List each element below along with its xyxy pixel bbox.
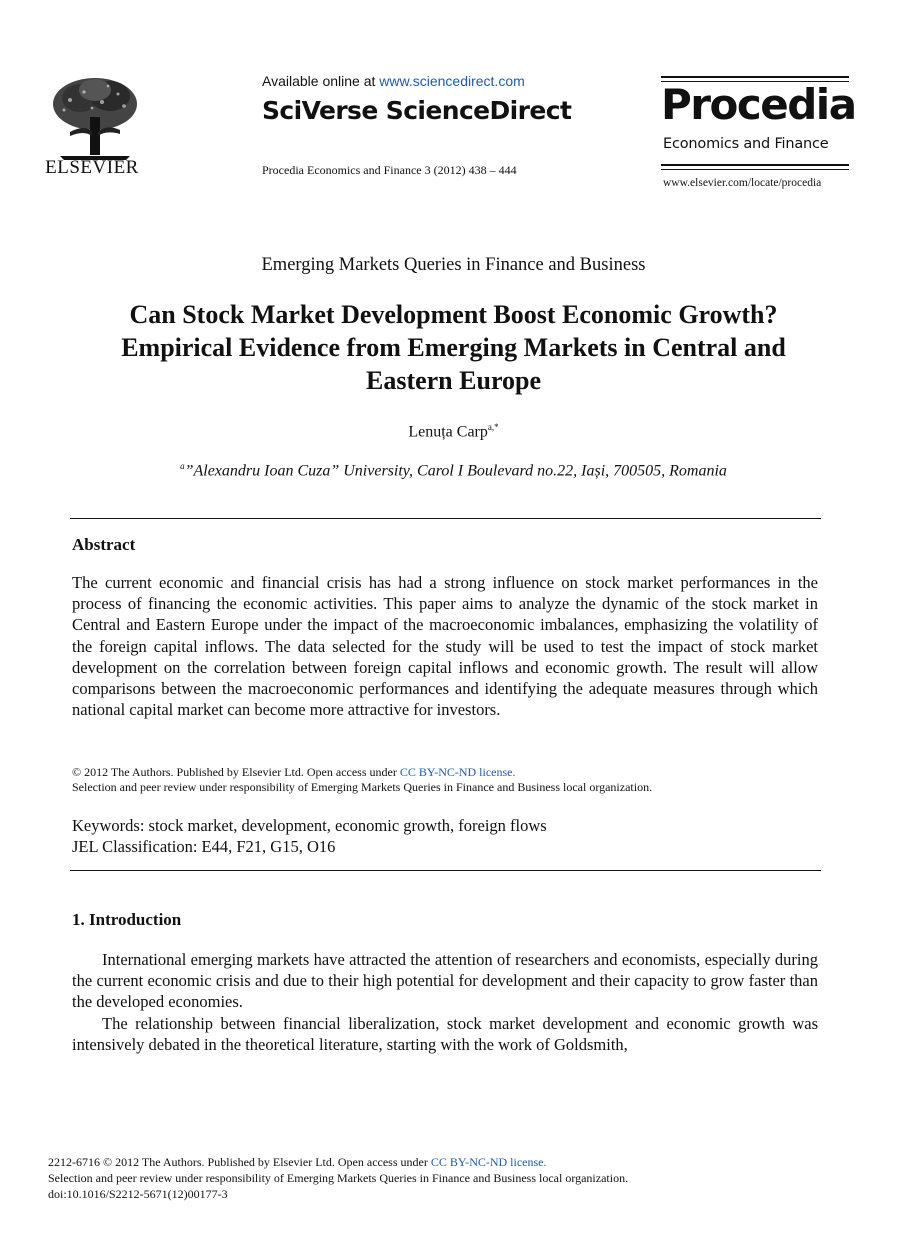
elsevier-wordmark: ELSEVIER <box>45 157 139 178</box>
author-marks: a,* <box>487 422 499 432</box>
paper-title <box>60 298 847 397</box>
license-link[interactable]: CC BY-NC-ND license. <box>399 765 516 779</box>
copyright-text: © 2012 The Authors. Published by Elsevier Ltd. Open access under <box>72 765 397 779</box>
procedia-bottom-rule <box>661 164 849 166</box>
procedia-url[interactable]: www.elsevier.com/locate/procedia <box>663 177 822 189</box>
procedia-bottom-rule-thin <box>661 169 849 170</box>
title-line-2: Empirical Evidence from Emerging Markets in Central and <box>121 333 786 362</box>
procedia-subtitle: Economics and Finance <box>663 136 829 152</box>
sciverse-logo: SciVerse ScienceDirect <box>262 96 572 125</box>
author-name: Lenuța Carp <box>408 423 488 441</box>
title-line-1: Can Stock Market Development Boost Economic Growth? <box>129 300 778 329</box>
paragraph: International emerging markets have attracted the attention of researchers and economists, especially during the current economic crisis and due to their high potential for development and their capacity to grow faster than the developed economies. <box>72 950 818 1012</box>
footer-peer-review: Selection and peer review under responsibility of Emerging Markets Queries in Finance and Business local organization. <box>48 1171 629 1185</box>
peer-review-note: Selection and peer review under responsibility of Emerging Markets Queries in Finance and Business local organization. <box>72 780 653 794</box>
keywords-block <box>72 815 547 857</box>
section-heading-introduction: 1. Introduction <box>72 910 182 929</box>
affiliation-mark: a <box>180 461 185 471</box>
jel-classification: JEL Classification: E44, F21, G15, O16 <box>72 837 336 856</box>
available-prefix: Available online at <box>262 73 376 89</box>
title-line-3: Eastern Europe <box>365 366 542 395</box>
procedia-top-rule <box>661 76 849 78</box>
footer-doi[interactable]: doi:10.1016/S2212-5671(12)00177-3 <box>48 1187 228 1201</box>
available-online <box>262 73 525 89</box>
sciencedirect-link[interactable]: www.sciencedirect.com <box>379 73 525 89</box>
footer-copyright-text: 2212-6716 © 2012 The Authors. Published by Elsevier Ltd. Open access under <box>48 1155 428 1169</box>
footer-license-link[interactable]: CC BY-NC-ND license. <box>430 1155 547 1169</box>
author <box>0 422 907 441</box>
procedia-logo: Procedia <box>661 80 856 129</box>
copyright-line <box>72 764 516 780</box>
abstract-text: The current economic and financial crisis has had a strong influence on stock market performances in the process of financing the economic activities. This paper aims to analyze the dynamic of the stock market in Central and Eastern Europe under the impact of the macroeconomic imbalances, emphasizing the volatility of the foreign capital inflows. The data selected for the study will be used to test the impact of stock market development on the correlation between foreign capital inflows and economic growth. The result will allow comparisons between the macroeconomic performances and identifying the adequate measures through which national capital market can become more attractive for investors. <box>72 573 818 720</box>
divider-top <box>70 518 821 519</box>
conference-name: Emerging Markets Queries in Finance and Business <box>261 255 646 275</box>
affiliation <box>40 461 867 480</box>
affiliation-text: ”Alexandru Ioan Cuza” University, Carol I Boulevard no.22, Iași, 700505, Romania <box>184 462 727 480</box>
keywords: Keywords: stock market, development, economic growth, foreign flows <box>72 816 547 835</box>
introduction-body <box>72 949 818 1055</box>
divider-bottom <box>70 870 821 871</box>
footer-copyright <box>48 1155 547 1170</box>
abstract-heading: Abstract <box>72 535 136 554</box>
paragraph: The relationship between financial liberalization, stock market development and economic growth was intensively debated in the theoretical literature, starting with the work of Goldsmith, <box>72 1013 818 1054</box>
journal-reference: Procedia Economics and Finance 3 (2012) 438 – 444 <box>262 163 517 177</box>
